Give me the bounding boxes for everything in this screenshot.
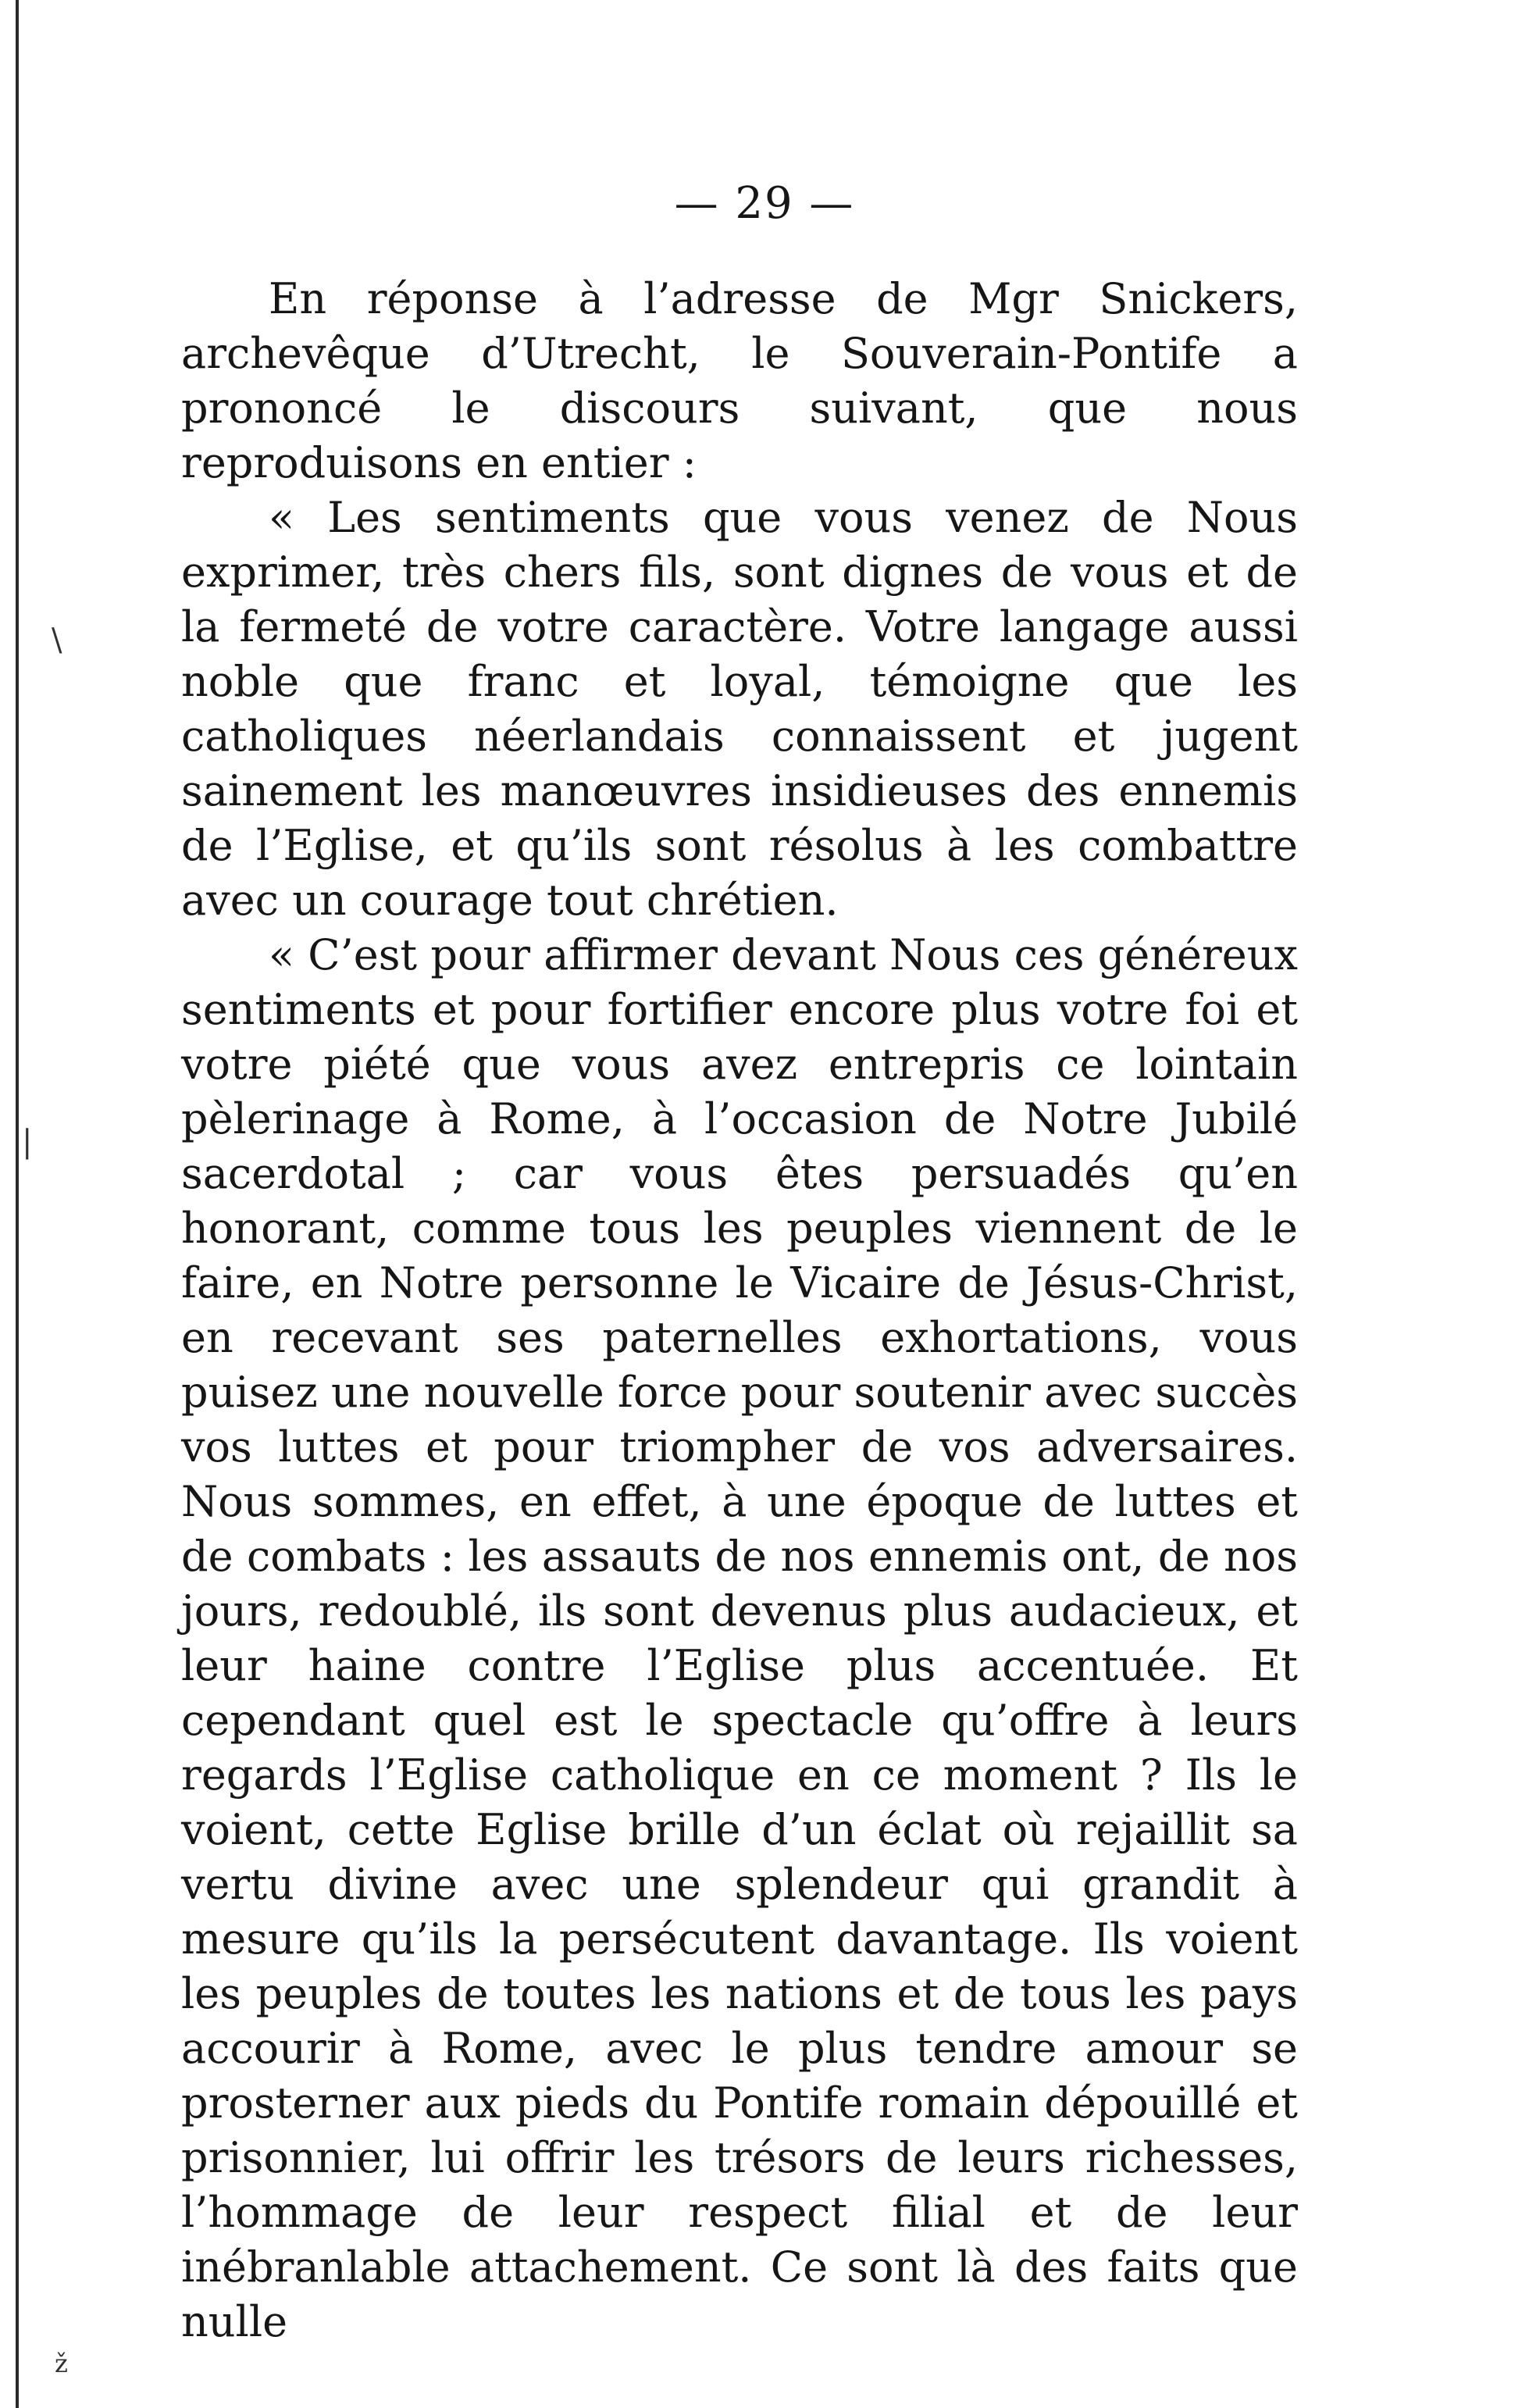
page-number: — 29 — (674, 178, 855, 229)
paragraph: « C’est pour affirmer devant Nous ces généreux sentiments et pour fortifier encore plus votre foi et votre piété que vous avez entrepris ce lointain pèlerinage à Rome, à l’occasion de Notre Jubilé sacerdotal ; car vous êtes persuadés qu’en honorant, comme tous les peuples viennent de le faire, en Notre personne le Vicaire de Jésus-Christ, en recevant ses paternelles exhortations, vous puisez une nouvelle force pour soutenir avec succès vos luttes et pour triompher de vos adversaires. Nous sommes, en effet, à une époque de luttes et de combats : les assauts de nos ennemis ont, de nos jours, redoublé, ils sont devenus plus audacieux, et leur haine contre l’Eglise plus accentuée. Et cependant quel est le spectacle qu’offre à leurs regards l’Eglise catholique en ce moment ? Ils le voient, cette Eglise brille d’un éclat où rejaillit sa vertu divine avec une splendeur qui grandit à mesure qu’ils la persécutent davantage. Ils voient les peuples de toutes les nations et de tous les pays accourir à Rome, avec le plus tendre amour se prosterner aux pieds du Pontife romain dépouillé et prisonnier, lui offrir les trésors de leurs richesses, l’hommage de leur respect filial et de leur inébranlable attachement. Ce sont là des faits que nulle (181, 930, 1298, 2346)
paragraph: « Les sentiments que vous venez de Nous exprimer, très chers fils, sont dignes de vous et de la fermeté de votre caractère. Votre langage aussi noble que franc et loyal, témoigne que les catholiques néerlandais connaissent et jugent sainement les manœuvres insidieuses des ennemis de l’Eglise, et qu’ils sont résolus à les combattre avec un courage tout chrétien. (181, 493, 1298, 925)
margin-mark: \ (52, 623, 62, 658)
scan-left-edge-line (16, 0, 19, 2408)
margin-mark: | (22, 1124, 33, 1160)
body-text (181, 272, 1298, 2349)
margin-mark: ž (55, 2349, 68, 2378)
paragraph: En réponse à l’adresse de Mgr Snickers, archevêque d’Utrecht, le Souverain-Pontife a prononcé le discours suivant, que nous reproduisons en entier : (181, 274, 1298, 487)
